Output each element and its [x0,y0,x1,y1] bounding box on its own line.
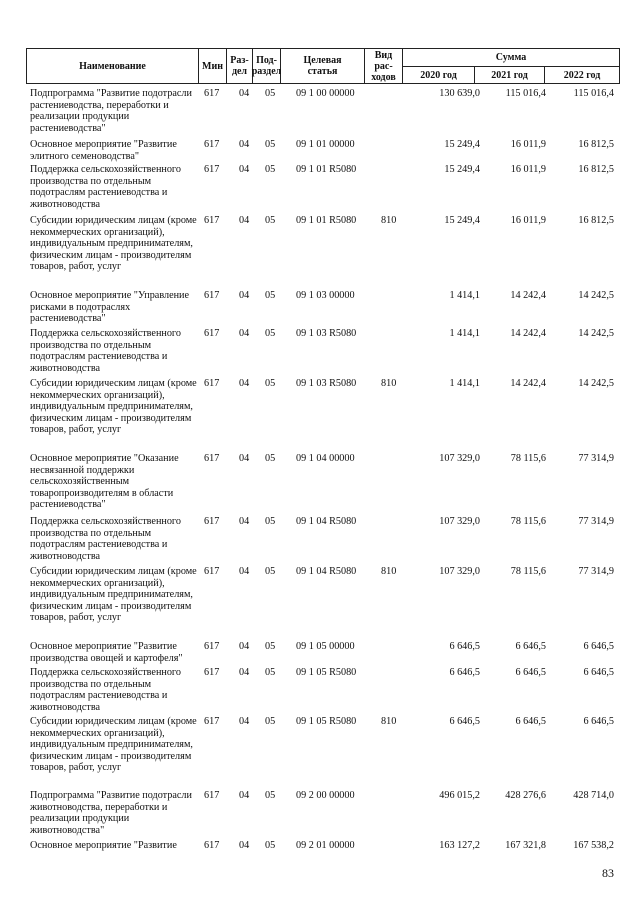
page-number: 83 [602,866,614,880]
row-name: Подпрограмма "Развитие подотрасли животноводства, переработки и реализации продукции животноводства" [30,790,192,836]
row-razd: 04 [239,88,250,99]
row-name: Поддержка сельскохозяйственного производства по отдельным подотраслям растениеводства и животноводства [30,516,181,562]
row-name: Основное мероприятие "Оказание несвязанной поддержки сельскохозяйственным товаропроизводителям в области растениеводства" [30,453,179,511]
row-2021: 16 011,9 [510,139,546,150]
row-podr: 05 [265,328,276,339]
row-razd: 04 [239,378,250,389]
row-podr: 05 [265,716,276,727]
row-podr: 05 [265,641,276,652]
row-2020: 6 646,5 [449,667,480,678]
row-razd: 04 [239,164,250,175]
row-2020: 163 127,2 [439,840,480,851]
row-2020: 107 329,0 [439,516,480,527]
row-2020: 6 646,5 [449,716,480,727]
row-2020: 1 414,1 [449,378,480,389]
row-cs: 09 1 04 R5080 [296,516,357,527]
header-min: Мин [199,49,227,83]
header-sum: Сумма [403,49,619,67]
row-podr: 05 [265,88,276,99]
row-podr: 05 [265,378,276,389]
row-2022: 77 314,9 [578,516,614,527]
row-min: 617 [204,328,220,339]
row-name: Основное мероприятие "Развитие [30,840,177,851]
row-cs: 09 1 05 R5080 [296,667,357,678]
row-2022: 14 242,5 [578,328,614,339]
header-year-2022: 2022 год [563,69,601,81]
row-cs: 09 1 03 R5080 [296,378,357,389]
row-name: Субсидии юридическим лицам (кроме некоммерческих организаций), индивидуальным предпринимателям, физическим лицам - производителям товаров, работ, услуг [30,716,197,774]
row-2020: 107 329,0 [439,453,480,464]
row-2020: 15 249,4 [444,164,480,175]
row-2021: 6 646,5 [515,667,546,678]
row-podr: 05 [265,164,276,175]
header-vid: Вид рас- ходов [365,49,403,83]
row-cs: 09 1 01 00000 [296,139,355,150]
row-min: 617 [204,516,220,527]
row-cs: 09 1 03 00000 [296,290,355,301]
row-razd: 04 [239,516,250,527]
row-razd: 04 [239,790,250,801]
row-2021: 78 115,6 [510,516,546,527]
row-name: Субсидии юридическим лицам (кроме некоммерческих организаций), индивидуальным предпринимателям, физическим лицам - производителям товаров, работ, услуг [30,215,197,273]
row-name: Поддержка сельскохозяйственного производства по отдельным подотраслям растениеводства и животноводства [30,667,181,713]
row-min: 617 [204,566,220,577]
row-cs: 09 2 01 00000 [296,840,355,851]
row-podr: 05 [265,215,276,226]
row-2022: 14 242,5 [578,378,614,389]
row-2020: 496 015,2 [439,790,480,801]
row-2022: 77 314,9 [578,453,614,464]
row-cs: 09 1 04 00000 [296,453,355,464]
row-razd: 04 [239,453,250,464]
row-cs: 09 1 03 R5080 [296,328,357,339]
row-min: 617 [204,88,220,99]
row-2021: 14 242,4 [510,328,546,339]
row-podr: 05 [265,667,276,678]
row-razd: 04 [239,641,250,652]
row-2022: 115 016,4 [573,88,614,99]
table-header [26,48,620,84]
header-podr: Под- раздел [253,49,281,83]
row-min: 617 [204,378,220,389]
row-name: Поддержка сельскохозяйственного производства по отдельным подотраслям растениеводства и животноводства [30,328,181,374]
header-year-2021: 2021 год [475,66,545,84]
row-cs: 09 1 01 R5080 [296,215,357,226]
row-min: 617 [204,667,220,678]
row-razd: 04 [239,290,250,301]
row-podr: 05 [265,290,276,301]
row-cs: 09 1 05 R5080 [296,716,357,727]
row-name: Основное мероприятие "Управление рисками в подотраслях растениеводства" [30,290,190,325]
row-podr: 05 [265,566,276,577]
row-min: 617 [204,290,220,301]
row-2022: 14 242,5 [578,290,614,301]
row-2021: 428 276,6 [505,790,546,801]
row-2020: 1 414,1 [449,290,480,301]
row-2022: 16 812,5 [578,139,614,150]
row-2022: 6 646,5 [583,641,614,652]
row-razd: 04 [239,328,250,339]
row-2020: 15 249,4 [444,139,480,150]
row-podr: 05 [265,840,276,851]
row-2021: 167 321,8 [505,840,546,851]
row-2022: 77 314,9 [578,566,614,577]
row-2020: 107 329,0 [439,566,480,577]
header-cs: Целевая статья [281,49,365,83]
row-2021: 14 242,4 [510,378,546,389]
row-2022: 16 812,5 [578,215,614,226]
row-name: Основное мероприятие "Развитие производства овощей и картофеля" [30,641,183,664]
row-min: 617 [204,139,220,150]
row-name: Субсидии юридическим лицам (кроме некоммерческих организаций), индивидуальным предпринимателям, физическим лицам - производителям товаров, работ, услуг [30,378,197,436]
row-2021: 14 242,4 [510,290,546,301]
row-2021: 6 646,5 [515,641,546,652]
row-min: 617 [204,453,220,464]
row-2020: 15 249,4 [444,215,480,226]
row-razd: 04 [239,566,250,577]
row-razd: 04 [239,716,250,727]
row-vid: 810 [381,378,397,389]
row-2021: 78 115,6 [510,566,546,577]
row-2021: 16 011,9 [510,215,546,226]
row-2020: 6 646,5 [449,641,480,652]
row-2022: 16 812,5 [578,164,614,175]
row-vid: 810 [381,566,397,577]
row-2020: 130 639,0 [439,88,480,99]
row-2021: 115 016,4 [505,88,546,99]
row-podr: 05 [265,453,276,464]
row-2021: 6 646,5 [515,716,546,727]
row-podr: 05 [265,139,276,150]
header-razd: Раз- дел [227,49,253,83]
row-name: Основное мероприятие "Развитие элитного семеноводства" [30,139,177,162]
header-year-2020: 2020 год [403,66,475,84]
row-2021: 16 011,9 [510,164,546,175]
row-podr: 05 [265,790,276,801]
header-name: Наименование [27,49,199,83]
row-podr: 05 [265,516,276,527]
row-vid: 810 [381,215,397,226]
row-min: 617 [204,164,220,175]
row-cs: 09 1 05 00000 [296,641,355,652]
row-name: Поддержка сельскохозяйственного производства по отдельным подотраслям растениеводства и животноводства [30,164,181,210]
row-min: 617 [204,215,220,226]
row-name: Подпрограмма "Развитие подотрасли растениеводства, переработки и реализации продукции растениеводства" [30,88,192,134]
row-2022: 6 646,5 [583,667,614,678]
row-cs: 09 2 00 00000 [296,790,355,801]
row-name: Субсидии юридическим лицам (кроме некоммерческих организаций), индивидуальным предпринимателям, физическим лицам - производителям товаров, работ, услуг [30,566,197,624]
row-2022: 428 714,0 [573,790,614,801]
row-min: 617 [204,840,220,851]
row-razd: 04 [239,139,250,150]
row-cs: 09 1 04 R5080 [296,566,357,577]
row-2021: 78 115,6 [510,453,546,464]
row-cs: 09 1 01 R5080 [296,164,357,175]
row-min: 617 [204,641,220,652]
row-razd: 04 [239,667,250,678]
row-2022: 6 646,5 [583,716,614,727]
row-vid: 810 [381,716,397,727]
row-min: 617 [204,716,220,727]
row-min: 617 [204,790,220,801]
row-2022: 167 538,2 [573,840,614,851]
row-razd: 04 [239,840,250,851]
row-2020: 1 414,1 [449,328,480,339]
row-cs: 09 1 00 00000 [296,88,355,99]
row-razd: 04 [239,215,250,226]
